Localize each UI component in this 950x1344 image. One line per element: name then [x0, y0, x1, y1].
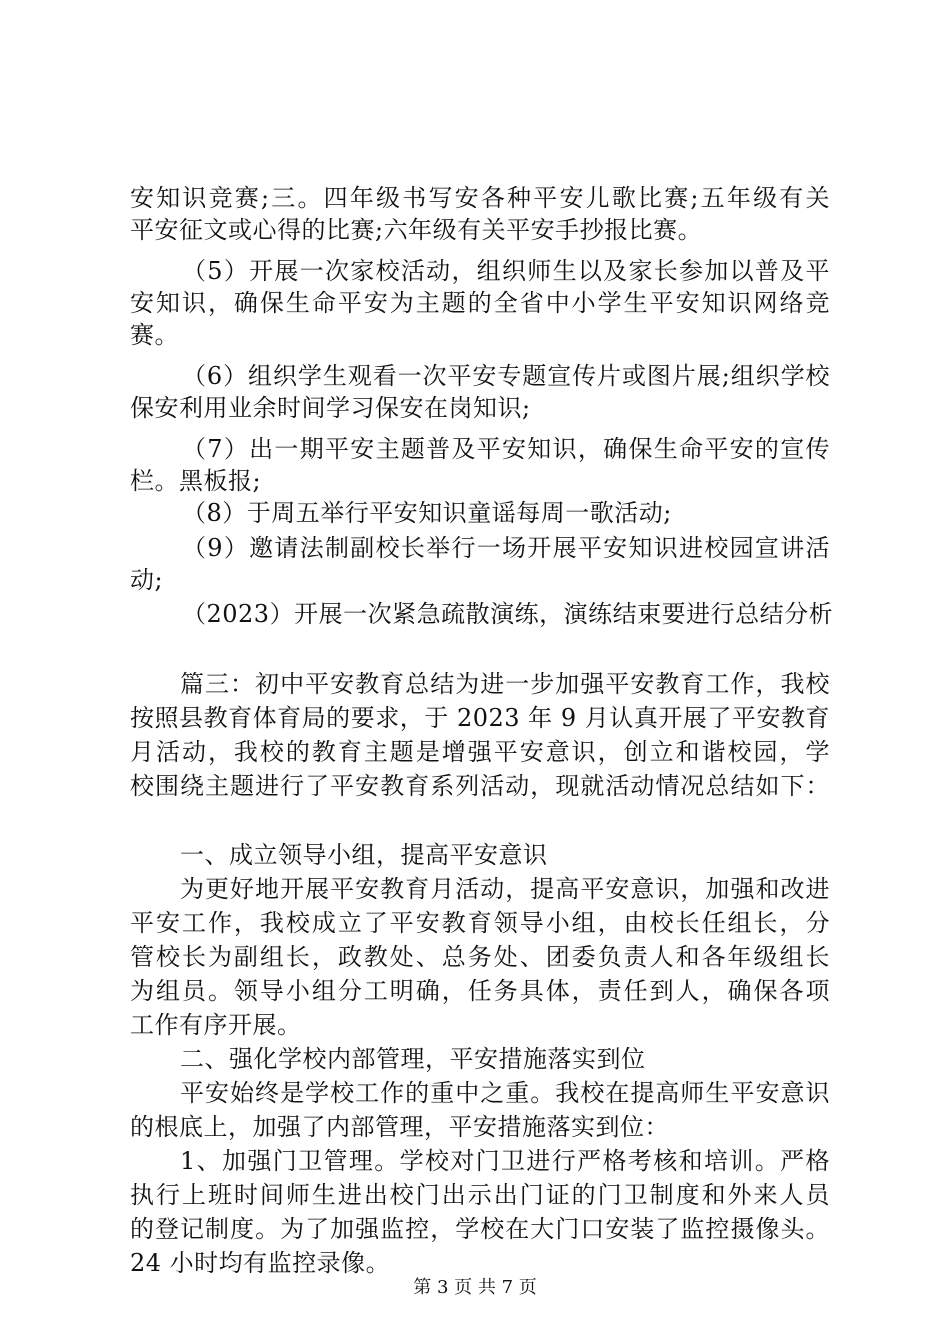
text-line: 月活动，我校的教育主题是增强平安意识，创立和谐校园，学 — [130, 738, 830, 766]
text-line: 校围绕主题进行了平安教育系列活动，现就活动情况总结如下： — [130, 772, 830, 800]
text-line: 保安利用业余时间学习保安在岗知识; — [130, 394, 531, 422]
text-line: （8）于周五举行平安知识童谣每周一歌活动; — [182, 499, 672, 527]
text-line: 平安工作，我校成立了平安教育领导小组，由校长任组长，分 — [130, 909, 830, 937]
text-line: （2023）开展一次紧急疏散演练，演练结束要进行总结分析 — [182, 600, 834, 628]
text-line: 24 小时均有监控录像。 — [130, 1249, 391, 1277]
section-heading: 一、成立领导小组，提高平安意识 — [180, 841, 548, 869]
text-line: 平安始终是学校工作的重中之重。我校在提高师生平安意识 — [180, 1079, 830, 1107]
text-line: 管校长为副组长，政教处、总务处、团委负责人和各年级组长 — [130, 943, 830, 971]
text-line: 篇三：初中平安教育总结为进一步加强平安教育工作，我校 — [180, 670, 830, 698]
section-heading: 二、强化学校内部管理，平安措施落实到位 — [180, 1045, 646, 1073]
text-line: 为组员。领导小组分工明确，任务具体，责任到人，确保各项 — [130, 977, 830, 1005]
text-line: 安知识竞赛;三。四年级书写安各种平安儿歌比赛;五年级有关 — [130, 184, 830, 212]
text-line: （5）开展一次家校活动，组织师生以及家长参加以普及平 — [182, 257, 830, 285]
text-line: （9）邀请法制副校长举行一场开展平安知识进校园宣讲活 — [182, 534, 830, 562]
text-line: 栏。黑板报; — [130, 467, 262, 495]
text-line: 赛。 — [130, 321, 179, 349]
page-footer: 第 3 页 共 7 页 — [413, 1277, 537, 1298]
text-line: 按照县教育体育局的要求，于 2023 年 9 月认真开展了平安教育 — [130, 704, 830, 732]
text-line: 为更好地开展平安教育月活动，提高平安意识，加强和改进 — [180, 875, 830, 903]
text-line: 动; — [130, 566, 164, 594]
text-line: 的登记制度。为了加强监控，学校在大门口安装了监控摄像头。 — [130, 1215, 830, 1243]
text-line: 1、加强门卫管理。学校对门卫进行严格考核和培训。严格 — [180, 1147, 830, 1175]
text-line: 安知识，确保生命平安为主题的全省中小学生平安知识网络竞 — [130, 289, 830, 317]
text-line: （7）出一期平安主题普及平安知识，确保生命平安的宣传 — [182, 435, 830, 463]
text-line: 的根底上，加强了内部管理，平安措施落实到位： — [130, 1113, 669, 1141]
text-line: 执行上班时间师生进出校门出示出门证的门卫制度和外来人员 — [130, 1181, 830, 1209]
text-line: 工作有序开展。 — [130, 1011, 302, 1039]
text-line: 平安征文或心得的比赛;六年级有关平安手抄报比赛。 — [130, 216, 703, 244]
text-line: （6）组织学生观看一次平安专题宣传片或图片展;组织学校 — [182, 362, 830, 390]
